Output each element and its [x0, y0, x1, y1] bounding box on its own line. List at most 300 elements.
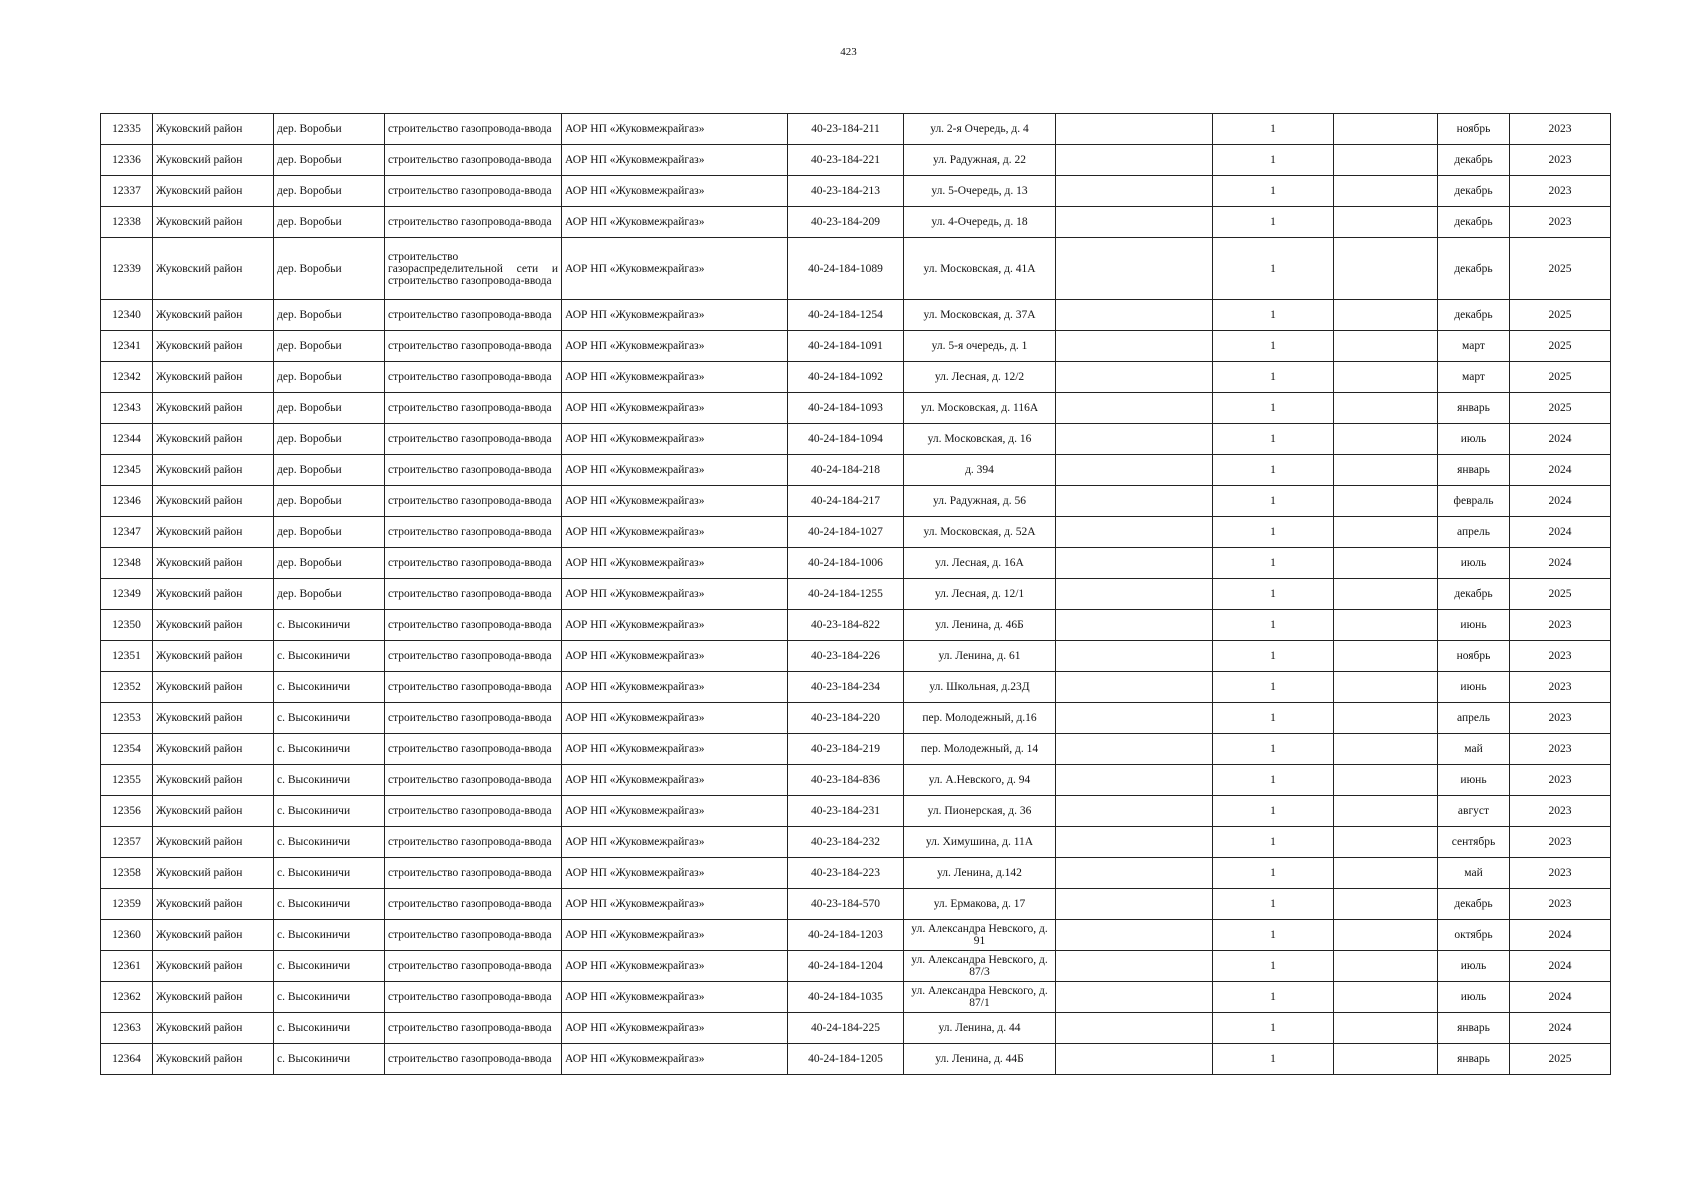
year-cell: 2023: [1510, 114, 1611, 145]
object-code-cell: 40-23-184-226: [788, 641, 904, 672]
empty-cell: [1334, 1013, 1438, 1044]
table-row: [101, 176, 1611, 207]
table-row: [101, 300, 1611, 331]
district-cell: Жуковский район: [153, 951, 274, 982]
organization-cell: АОР НП «Жуковмежрайгаз»: [562, 362, 788, 393]
year-cell: 2024: [1510, 424, 1611, 455]
object-code-cell: 40-23-184-221: [788, 145, 904, 176]
table-row: [101, 920, 1611, 951]
district-cell: Жуковский район: [153, 641, 274, 672]
work-type-cell: строительство газопровода-ввода: [385, 145, 562, 176]
empty-cell: [1056, 1044, 1213, 1075]
locality-cell: дер. Воробьи: [274, 455, 385, 486]
locality-cell: с. Высокиничи: [274, 703, 385, 734]
quantity-cell: 1: [1213, 889, 1334, 920]
row-number-cell: 12346: [101, 486, 153, 517]
district-cell: Жуковский район: [153, 300, 274, 331]
work-type-cell: строительство газопровода-ввода: [385, 300, 562, 331]
locality-cell: дер. Воробьи: [274, 114, 385, 145]
quantity-cell: 1: [1213, 362, 1334, 393]
work-type-cell: строительство газораспределительной сети и строительство газопровода-ввода: [385, 238, 562, 300]
quantity-cell: 1: [1213, 393, 1334, 424]
year-cell: 2023: [1510, 703, 1611, 734]
district-cell: Жуковский район: [153, 703, 274, 734]
address-cell: ул. Ленина, д. 46Б: [904, 610, 1056, 641]
table-row: [101, 579, 1611, 610]
empty-cell: [1056, 703, 1213, 734]
district-cell: Жуковский район: [153, 1013, 274, 1044]
empty-cell: [1056, 238, 1213, 300]
table-row: [101, 858, 1611, 889]
work-type-cell: строительство газопровода-ввода: [385, 920, 562, 951]
address-cell: ул. Московская, д. 116А: [904, 393, 1056, 424]
object-code-cell: 40-24-184-1204: [788, 951, 904, 982]
table-row: [101, 114, 1611, 145]
empty-cell: [1056, 579, 1213, 610]
address-cell: ул. Радужная, д. 22: [904, 145, 1056, 176]
row-number-cell: 12352: [101, 672, 153, 703]
empty-cell: [1056, 982, 1213, 1013]
object-code-cell: 40-24-184-217: [788, 486, 904, 517]
row-number-cell: 12358: [101, 858, 153, 889]
organization-cell: АОР НП «Жуковмежрайгаз»: [562, 331, 788, 362]
address-cell: ул. Александра Невского, д. 91: [904, 920, 1056, 951]
table-row: [101, 486, 1611, 517]
empty-cell: [1334, 827, 1438, 858]
month-cell: январь: [1438, 1013, 1510, 1044]
month-cell: март: [1438, 331, 1510, 362]
locality-cell: с. Высокиничи: [274, 641, 385, 672]
locality-cell: дер. Воробьи: [274, 393, 385, 424]
address-cell: ул. Лесная, д. 12/1: [904, 579, 1056, 610]
work-type-cell: строительство газопровода-ввода: [385, 951, 562, 982]
row-number-cell: 12350: [101, 610, 153, 641]
address-cell: ул. Радужная, д. 56: [904, 486, 1056, 517]
locality-cell: с. Высокиничи: [274, 889, 385, 920]
row-number-cell: 12364: [101, 1044, 153, 1075]
month-cell: февраль: [1438, 486, 1510, 517]
organization-cell: АОР НП «Жуковмежрайгаз»: [562, 858, 788, 889]
table-row: [101, 455, 1611, 486]
row-number-cell: 12360: [101, 920, 153, 951]
year-cell: 2023: [1510, 796, 1611, 827]
quantity-cell: 1: [1213, 455, 1334, 486]
row-number-cell: 12361: [101, 951, 153, 982]
empty-cell: [1334, 176, 1438, 207]
district-cell: Жуковский район: [153, 827, 274, 858]
district-cell: Жуковский район: [153, 238, 274, 300]
empty-cell: [1056, 858, 1213, 889]
row-number-cell: 12335: [101, 114, 153, 145]
empty-cell: [1056, 796, 1213, 827]
empty-cell: [1056, 176, 1213, 207]
empty-cell: [1056, 1013, 1213, 1044]
empty-cell: [1334, 641, 1438, 672]
empty-cell: [1334, 579, 1438, 610]
empty-cell: [1056, 920, 1213, 951]
organization-cell: АОР НП «Жуковмежрайгаз»: [562, 641, 788, 672]
empty-cell: [1334, 331, 1438, 362]
empty-cell: [1334, 424, 1438, 455]
empty-cell: [1334, 920, 1438, 951]
year-cell: 2024: [1510, 951, 1611, 982]
work-type-cell: строительство газопровода-ввода: [385, 827, 562, 858]
row-number-cell: 12347: [101, 517, 153, 548]
object-code-cell: 40-24-184-1035: [788, 982, 904, 1013]
year-cell: 2025: [1510, 238, 1611, 300]
month-cell: декабрь: [1438, 579, 1510, 610]
work-type-cell: строительство газопровода-ввода: [385, 114, 562, 145]
organization-cell: АОР НП «Жуковмежрайгаз»: [562, 486, 788, 517]
month-cell: январь: [1438, 455, 1510, 486]
empty-cell: [1334, 672, 1438, 703]
work-type-cell: строительство газопровода-ввода: [385, 207, 562, 238]
table-row: [101, 734, 1611, 765]
locality-cell: с. Высокиничи: [274, 827, 385, 858]
object-code-cell: 40-23-184-223: [788, 858, 904, 889]
empty-cell: [1056, 393, 1213, 424]
district-cell: Жуковский район: [153, 672, 274, 703]
district-cell: Жуковский район: [153, 362, 274, 393]
object-code-cell: 40-24-184-1091: [788, 331, 904, 362]
district-cell: Жуковский район: [153, 889, 274, 920]
locality-cell: дер. Воробьи: [274, 486, 385, 517]
table-row: [101, 610, 1611, 641]
quantity-cell: 1: [1213, 145, 1334, 176]
object-code-cell: 40-24-184-1254: [788, 300, 904, 331]
object-code-cell: 40-23-184-836: [788, 765, 904, 796]
year-cell: 2025: [1510, 362, 1611, 393]
table-row: [101, 951, 1611, 982]
empty-cell: [1334, 734, 1438, 765]
quantity-cell: 1: [1213, 1044, 1334, 1075]
locality-cell: дер. Воробьи: [274, 300, 385, 331]
year-cell: 2023: [1510, 176, 1611, 207]
month-cell: июнь: [1438, 672, 1510, 703]
quantity-cell: 1: [1213, 703, 1334, 734]
year-cell: 2025: [1510, 300, 1611, 331]
organization-cell: АОР НП «Жуковмежрайгаз»: [562, 300, 788, 331]
object-code-cell: 40-23-184-234: [788, 672, 904, 703]
year-cell: 2024: [1510, 486, 1611, 517]
organization-cell: АОР НП «Жуковмежрайгаз»: [562, 1013, 788, 1044]
district-cell: Жуковский район: [153, 548, 274, 579]
row-number-cell: 12359: [101, 889, 153, 920]
empty-cell: [1056, 641, 1213, 672]
empty-cell: [1334, 796, 1438, 827]
address-cell: ул. Московская, д. 37А: [904, 300, 1056, 331]
empty-cell: [1056, 114, 1213, 145]
organization-cell: АОР НП «Жуковмежрайгаз»: [562, 145, 788, 176]
month-cell: январь: [1438, 393, 1510, 424]
address-cell: ул. Александра Невского, д. 87/3: [904, 951, 1056, 982]
object-code-cell: 40-23-184-822: [788, 610, 904, 641]
work-type-cell: строительство газопровода-ввода: [385, 362, 562, 393]
year-cell: 2023: [1510, 145, 1611, 176]
empty-cell: [1334, 951, 1438, 982]
district-cell: Жуковский район: [153, 424, 274, 455]
locality-cell: дер. Воробьи: [274, 517, 385, 548]
object-code-cell: 40-24-184-218: [788, 455, 904, 486]
quantity-cell: 1: [1213, 548, 1334, 579]
quantity-cell: 1: [1213, 176, 1334, 207]
row-number-cell: 12349: [101, 579, 153, 610]
table-row: [101, 827, 1611, 858]
row-number-cell: 12343: [101, 393, 153, 424]
table-row: [101, 1013, 1611, 1044]
month-cell: июль: [1438, 982, 1510, 1013]
organization-cell: АОР НП «Жуковмежрайгаз»: [562, 734, 788, 765]
table-row: [101, 982, 1611, 1013]
work-type-cell: строительство газопровода-ввода: [385, 858, 562, 889]
table-row: [101, 889, 1611, 920]
row-number-cell: 12351: [101, 641, 153, 672]
object-code-cell: 40-23-184-232: [788, 827, 904, 858]
quantity-cell: 1: [1213, 424, 1334, 455]
empty-cell: [1334, 455, 1438, 486]
object-code-cell: 40-24-184-1205: [788, 1044, 904, 1075]
locality-cell: с. Высокиничи: [274, 982, 385, 1013]
table-row: [101, 207, 1611, 238]
row-number-cell: 12342: [101, 362, 153, 393]
year-cell: 2023: [1510, 889, 1611, 920]
year-cell: 2023: [1510, 827, 1611, 858]
year-cell: 2023: [1510, 672, 1611, 703]
row-number-cell: 12353: [101, 703, 153, 734]
empty-cell: [1056, 486, 1213, 517]
quantity-cell: 1: [1213, 951, 1334, 982]
locality-cell: дер. Воробьи: [274, 238, 385, 300]
empty-cell: [1056, 331, 1213, 362]
quantity-cell: 1: [1213, 517, 1334, 548]
organization-cell: АОР НП «Жуковмежрайгаз»: [562, 672, 788, 703]
work-type-cell: строительство газопровода-ввода: [385, 672, 562, 703]
organization-cell: АОР НП «Жуковмежрайгаз»: [562, 703, 788, 734]
district-cell: Жуковский район: [153, 207, 274, 238]
year-cell: 2024: [1510, 548, 1611, 579]
month-cell: сентябрь: [1438, 827, 1510, 858]
month-cell: май: [1438, 858, 1510, 889]
empty-cell: [1056, 424, 1213, 455]
row-number-cell: 12338: [101, 207, 153, 238]
locality-cell: с. Высокиничи: [274, 765, 385, 796]
empty-cell: [1334, 982, 1438, 1013]
empty-cell: [1334, 486, 1438, 517]
work-type-cell: строительство газопровода-ввода: [385, 331, 562, 362]
organization-cell: АОР НП «Жуковмежрайгаз»: [562, 1044, 788, 1075]
empty-cell: [1056, 610, 1213, 641]
address-cell: ул. Лесная, д. 12/2: [904, 362, 1056, 393]
empty-cell: [1056, 455, 1213, 486]
work-type-cell: строительство газопровода-ввода: [385, 889, 562, 920]
empty-cell: [1056, 734, 1213, 765]
organization-cell: АОР НП «Жуковмежрайгаз»: [562, 920, 788, 951]
empty-cell: [1334, 207, 1438, 238]
quantity-cell: 1: [1213, 920, 1334, 951]
address-cell: ул. Лесная, д. 16А: [904, 548, 1056, 579]
object-code-cell: 40-23-184-570: [788, 889, 904, 920]
empty-cell: [1334, 300, 1438, 331]
work-type-cell: строительство газопровода-ввода: [385, 455, 562, 486]
empty-cell: [1056, 145, 1213, 176]
month-cell: август: [1438, 796, 1510, 827]
organization-cell: АОР НП «Жуковмежрайгаз»: [562, 548, 788, 579]
address-cell: ул. Ленина, д. 44: [904, 1013, 1056, 1044]
table-row: [101, 641, 1611, 672]
district-cell: Жуковский район: [153, 765, 274, 796]
locality-cell: с. Высокиничи: [274, 858, 385, 889]
page-number: 423: [840, 46, 857, 58]
work-type-cell: строительство газопровода-ввода: [385, 734, 562, 765]
month-cell: июнь: [1438, 610, 1510, 641]
object-code-cell: 40-24-184-225: [788, 1013, 904, 1044]
month-cell: март: [1438, 362, 1510, 393]
object-code-cell: 40-24-184-1089: [788, 238, 904, 300]
table-row: [101, 424, 1611, 455]
year-cell: 2023: [1510, 641, 1611, 672]
address-cell: ул. Школьная, д.23Д: [904, 672, 1056, 703]
month-cell: июль: [1438, 548, 1510, 579]
quantity-cell: 1: [1213, 331, 1334, 362]
month-cell: май: [1438, 734, 1510, 765]
empty-cell: [1334, 362, 1438, 393]
empty-cell: [1334, 145, 1438, 176]
year-cell: 2024: [1510, 982, 1611, 1013]
work-type-cell: строительство газопровода-ввода: [385, 1013, 562, 1044]
table-row: [101, 703, 1611, 734]
organization-cell: АОР НП «Жуковмежрайгаз»: [562, 455, 788, 486]
district-cell: Жуковский район: [153, 1044, 274, 1075]
address-cell: ул. Химушина, д. 11А: [904, 827, 1056, 858]
organization-cell: АОР НП «Жуковмежрайгаз»: [562, 889, 788, 920]
locality-cell: с. Высокиничи: [274, 1044, 385, 1075]
table-row: [101, 796, 1611, 827]
object-code-cell: 40-24-184-1203: [788, 920, 904, 951]
month-cell: ноябрь: [1438, 641, 1510, 672]
district-cell: Жуковский район: [153, 393, 274, 424]
row-number-cell: 12354: [101, 734, 153, 765]
empty-cell: [1056, 827, 1213, 858]
object-code-cell: 40-24-184-1027: [788, 517, 904, 548]
year-cell: 2023: [1510, 610, 1611, 641]
locality-cell: с. Высокиничи: [274, 951, 385, 982]
district-cell: Жуковский район: [153, 858, 274, 889]
empty-cell: [1334, 610, 1438, 641]
month-cell: декабрь: [1438, 238, 1510, 300]
empty-cell: [1334, 858, 1438, 889]
month-cell: декабрь: [1438, 176, 1510, 207]
quantity-cell: 1: [1213, 114, 1334, 145]
work-type-cell: строительство газопровода-ввода: [385, 796, 562, 827]
district-cell: Жуковский район: [153, 455, 274, 486]
organization-cell: АОР НП «Жуковмежрайгаз»: [562, 393, 788, 424]
row-number-cell: 12357: [101, 827, 153, 858]
year-cell: 2025: [1510, 331, 1611, 362]
quantity-cell: 1: [1213, 796, 1334, 827]
quantity-cell: 1: [1213, 579, 1334, 610]
empty-cell: [1334, 393, 1438, 424]
locality-cell: дер. Воробьи: [274, 548, 385, 579]
year-cell: 2025: [1510, 1044, 1611, 1075]
year-cell: 2024: [1510, 455, 1611, 486]
empty-cell: [1334, 889, 1438, 920]
address-cell: ул. Московская, д. 41А: [904, 238, 1056, 300]
empty-cell: [1056, 951, 1213, 982]
object-code-cell: 40-24-184-1094: [788, 424, 904, 455]
work-type-cell: строительство газопровода-ввода: [385, 1044, 562, 1075]
row-number-cell: 12340: [101, 300, 153, 331]
row-number-cell: 12355: [101, 765, 153, 796]
table-row: [101, 393, 1611, 424]
district-cell: Жуковский район: [153, 920, 274, 951]
month-cell: июнь: [1438, 765, 1510, 796]
locality-cell: дер. Воробьи: [274, 424, 385, 455]
district-cell: Жуковский район: [153, 145, 274, 176]
work-type-cell: строительство газопровода-ввода: [385, 610, 562, 641]
row-number-cell: 12341: [101, 331, 153, 362]
empty-cell: [1334, 548, 1438, 579]
month-cell: октябрь: [1438, 920, 1510, 951]
address-cell: д. 394: [904, 455, 1056, 486]
empty-cell: [1056, 300, 1213, 331]
organization-cell: АОР НП «Жуковмежрайгаз»: [562, 238, 788, 300]
locality-cell: с. Высокиничи: [274, 672, 385, 703]
empty-cell: [1056, 517, 1213, 548]
work-type-cell: строительство газопровода-ввода: [385, 393, 562, 424]
organization-cell: АОР НП «Жуковмежрайгаз»: [562, 610, 788, 641]
row-number-cell: 12344: [101, 424, 153, 455]
district-cell: Жуковский район: [153, 982, 274, 1013]
locality-cell: с. Высокиничи: [274, 1013, 385, 1044]
district-cell: Жуковский район: [153, 610, 274, 641]
empty-cell: [1334, 765, 1438, 796]
organization-cell: АОР НП «Жуковмежрайгаз»: [562, 114, 788, 145]
work-type-cell: строительство газопровода-ввода: [385, 486, 562, 517]
row-number-cell: 12348: [101, 548, 153, 579]
work-type-cell: строительство газопровода-ввода: [385, 982, 562, 1013]
table-row: [101, 1044, 1611, 1075]
organization-cell: АОР НП «Жуковмежрайгаз»: [562, 579, 788, 610]
work-type-cell: строительство газопровода-ввода: [385, 641, 562, 672]
year-cell: 2024: [1510, 1013, 1611, 1044]
address-cell: ул. А.Невского, д. 94: [904, 765, 1056, 796]
locality-cell: дер. Воробьи: [274, 362, 385, 393]
registry-table: [100, 113, 1611, 1075]
month-cell: ноябрь: [1438, 114, 1510, 145]
empty-cell: [1056, 362, 1213, 393]
table-row: [101, 362, 1611, 393]
empty-cell: [1056, 672, 1213, 703]
address-cell: ул. 2-я Очередь, д. 4: [904, 114, 1056, 145]
year-cell: 2023: [1510, 207, 1611, 238]
table-row: [101, 145, 1611, 176]
work-type-cell: строительство газопровода-ввода: [385, 548, 562, 579]
empty-cell: [1056, 765, 1213, 796]
work-type-cell: строительство газопровода-ввода: [385, 579, 562, 610]
organization-cell: АОР НП «Жуковмежрайгаз»: [562, 982, 788, 1013]
locality-cell: дер. Воробьи: [274, 176, 385, 207]
month-cell: декабрь: [1438, 207, 1510, 238]
quantity-cell: 1: [1213, 982, 1334, 1013]
district-cell: Жуковский район: [153, 486, 274, 517]
year-cell: 2023: [1510, 765, 1611, 796]
year-cell: 2023: [1510, 858, 1611, 889]
row-number-cell: 12362: [101, 982, 153, 1013]
quantity-cell: 1: [1213, 610, 1334, 641]
organization-cell: АОР НП «Жуковмежрайгаз»: [562, 765, 788, 796]
row-number-cell: 12345: [101, 455, 153, 486]
district-cell: Жуковский район: [153, 517, 274, 548]
